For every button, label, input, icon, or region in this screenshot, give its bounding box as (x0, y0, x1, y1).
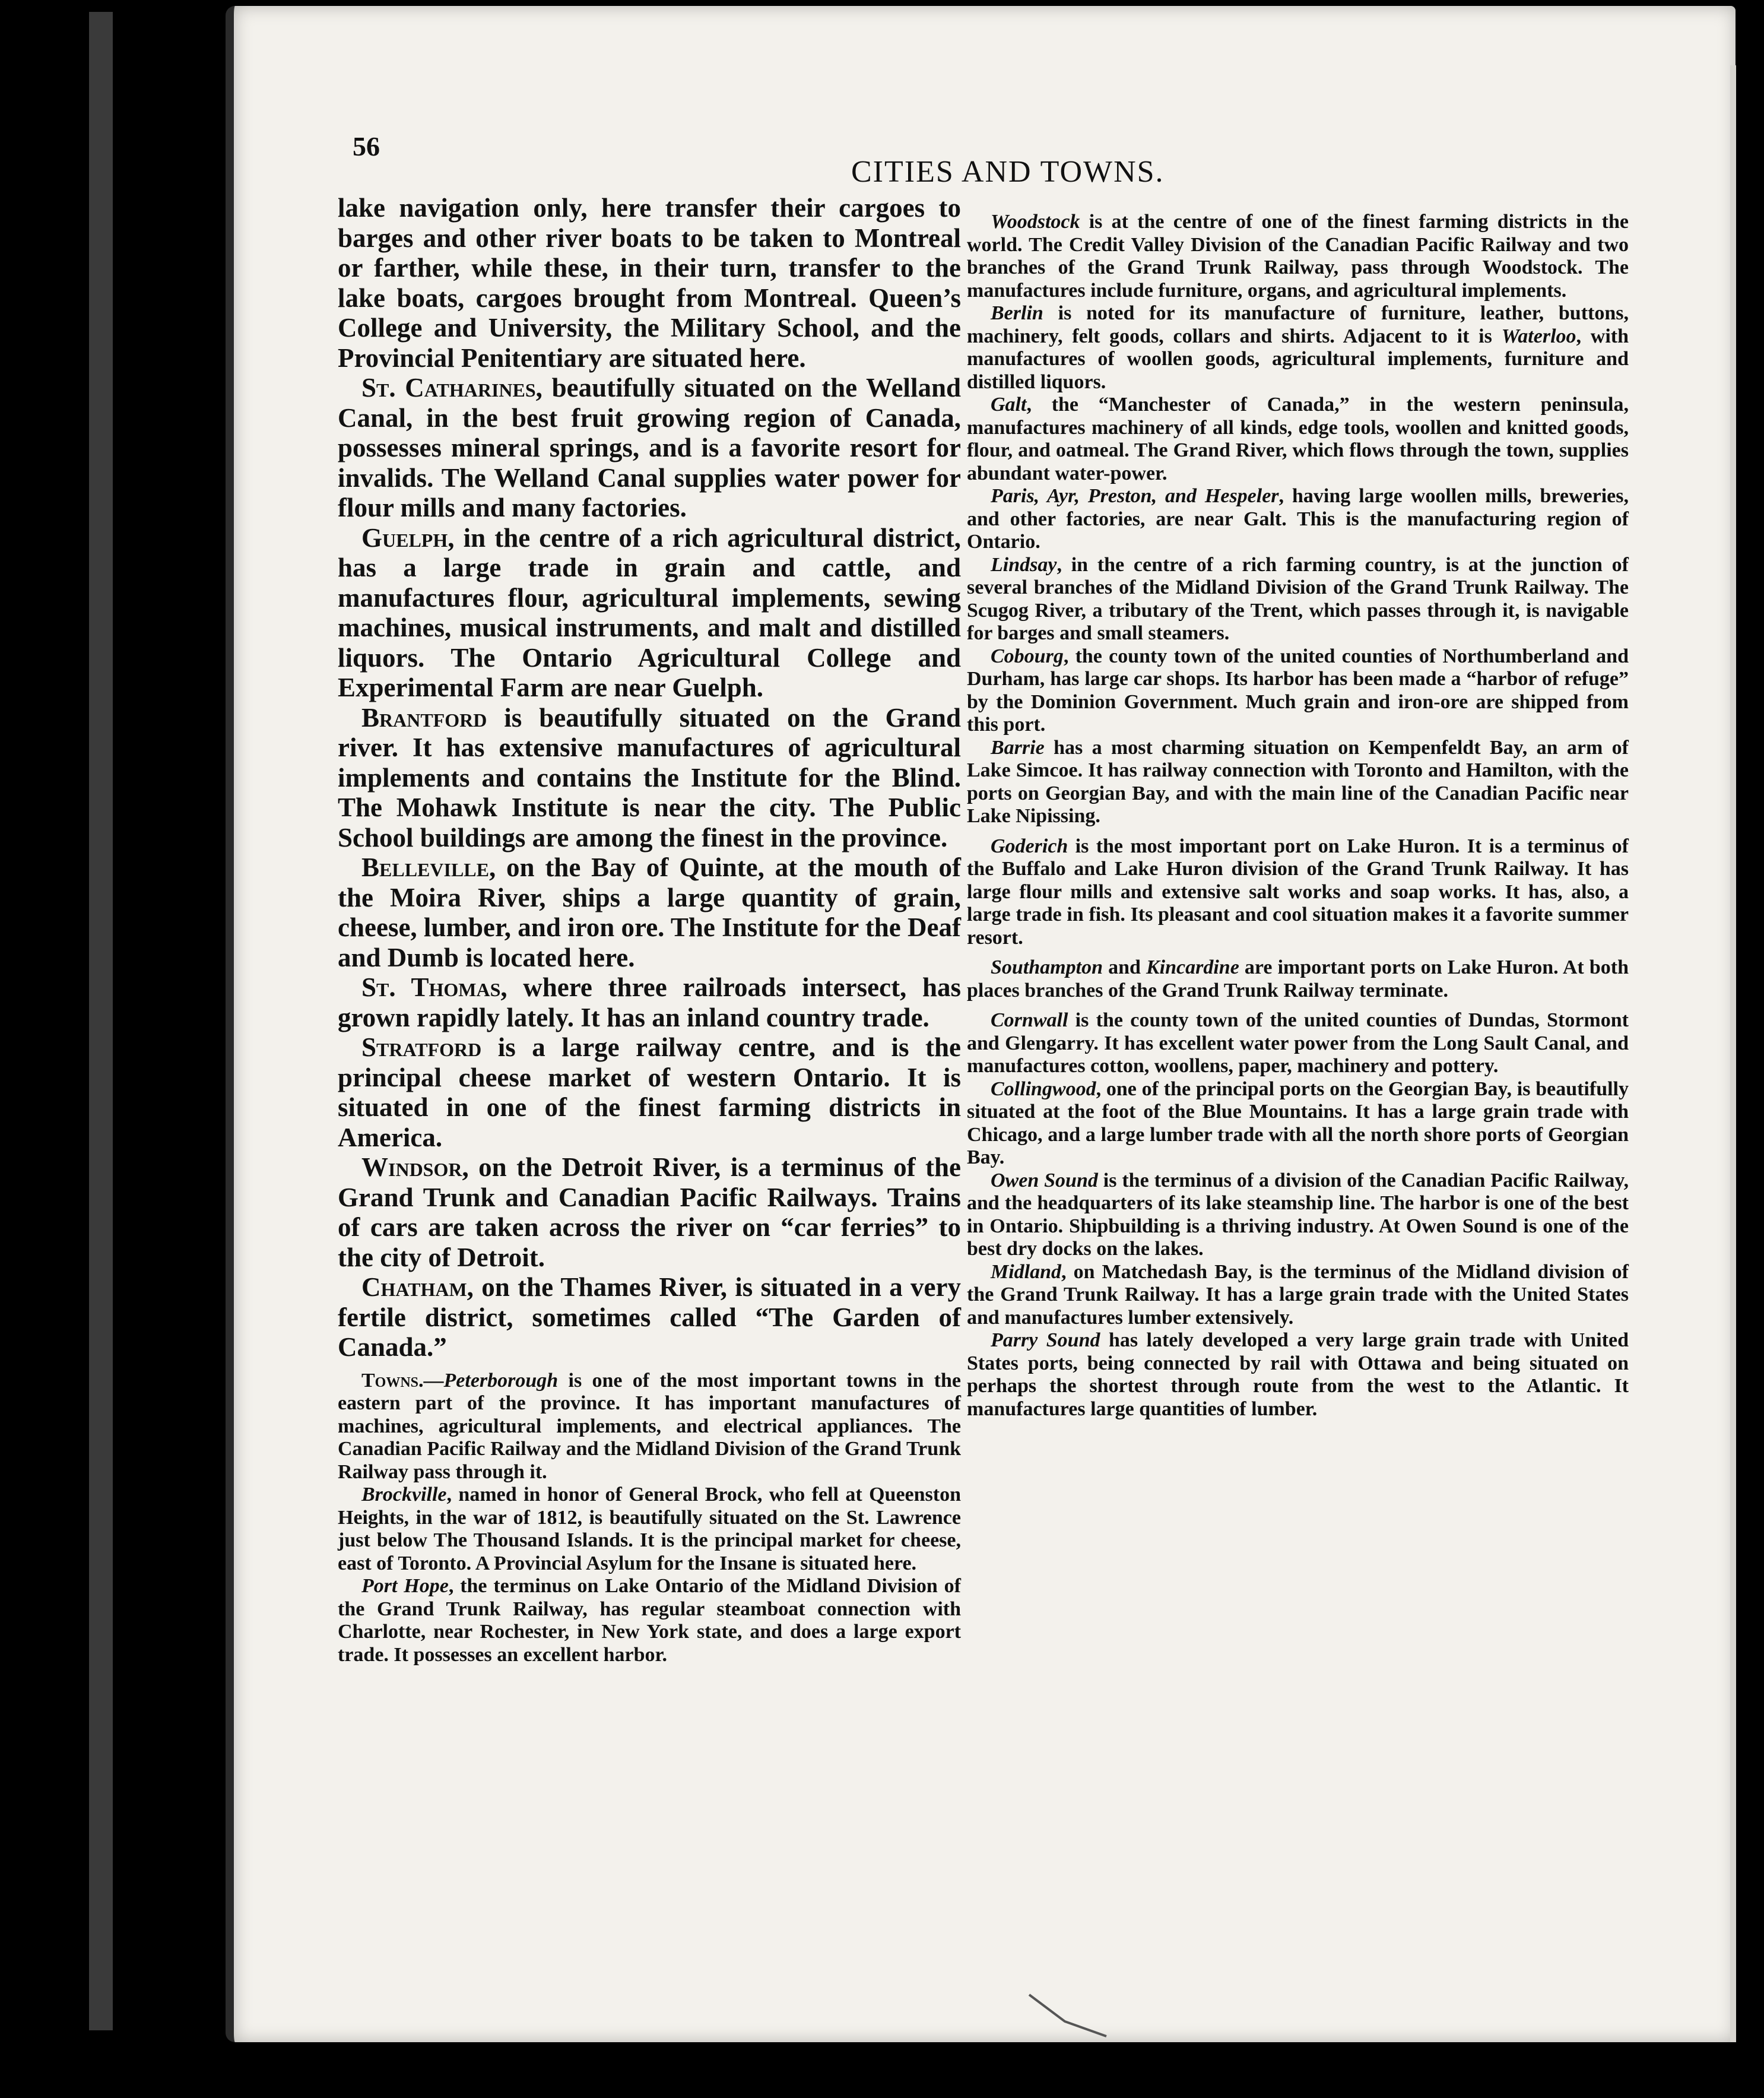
paragraph-stratford: Stratford is a large railway centre, and is the principal cheese market of western Ontario. It is situated in one of the finest farming districts in America. (338, 1032, 961, 1152)
paragraph-cornwall: Cornwall is the county town of the united counties of Dundas, Stormont and Glengarry. It has excellent water power from the Long Sault Canal, and manufactures cotton, woollens, paper, machinery and pottery. (967, 1009, 1629, 1077)
paragraph-southampton: Southampton and Kincardine are important ports on Lake Huron. At both places branches of the Grand Trunk Railway terminate. (967, 956, 1629, 1002)
paragraph-guelph: Guelph, in the centre of a rich agricultural district, has a large trade in grain and cattle, and manufactures flour, agricultural implements, sewing machines, musical instruments, and malt and distilled liquors. The Ontario Agricultural College and Experimental Farm are near Guelph. (338, 522, 961, 702)
running-head: CITIES AND TOWNS. (851, 155, 1165, 189)
paragraph-st-catharines: St. Catharines, beautifully situated on the Welland Canal, in the best fruit growing region of Canada, possesses mineral springs, and is a favorite resort for invalids. The Welland Canal supplies water power for flour mills and many factories. (338, 373, 961, 522)
adjacent-page-edge (1730, 65, 1736, 2042)
paragraph-paris-ayr: Paris, Ayr, Preston, and Hespeler, having large woollen mills, breweries, and other factories, are near Galt. This is the manufacturing region of Ontario. (967, 485, 1629, 553)
paragraph-lindsay: Lindsay, in the centre of a rich farming country, is at the junction of several branches of the Midland Division of the Grand Trunk Railway. The Scugog River, a tributary of the Trent, which passes through it, is navigable for barges and small steamers. (967, 553, 1629, 644)
paragraph-belleville: Belleville, on the Bay of Quinte, at the mouth of the Moira River, ships a large quantity of grain, cheese, lumber, and iron ore. The Institute for the Deaf and Dumb is located here. (338, 852, 961, 972)
paragraph-kingston-cont: lake navigation only, here transfer their cargoes to barges and other river boats to be taken to Montreal or farther, while these, in their turn, transfer to the lake boats, cargoes brought from Montreal. Queen’s College and University, the Military School, and the Provincial Penitentiary are situated here. (338, 193, 961, 373)
paragraph-cobourg: Cobourg, the county town of the united counties of Northumberland and Durham, has large car shops. Its harbor has been made a “harbor of refuge” by the Dominion Government. Much grain and iron-ore are shipped from this port. (967, 645, 1629, 736)
paragraph-parry-sound: Parry Sound has lately developed a very large grain trade with United States ports, being connected by rail with Ottawa and being situated on perhaps the shortest through route from the west to the Atlantic. It manufactures large quantities of lumber. (967, 1329, 1629, 1420)
paragraph-berlin: Berlin is noted for its manufacture of furniture, leather, buttons, machinery, felt goods, collars and shirts. Adjacent to it is Waterloo, with manufactures of woollen goods, agricultural implements, furniture and distilled liquors. (967, 302, 1629, 393)
page-number: 56 (353, 131, 380, 161)
paragraph-brantford: Brantford is beautifully situated on the Grand river. It has extensive manufactures of agricultural implements and contains the Institute for the Blind. The Mohawk Institute is near the city. The Public School buildings are among the finest in the province. (338, 702, 961, 852)
page-crease-mark (1023, 1989, 1112, 2042)
paragraph-barrie: Barrie has a most charming situation on Kempenfeldt Bay, an arm of Lake Simcoe. It has railway connection with Toronto and Hamilton, with the ports on Georgian Bay, and with the main line of the Canadian Pacific near Lake Nipissing. (967, 736, 1629, 827)
right-column (967, 211, 1629, 1421)
paragraph-brockville: Brockville, named in honor of General Brock, who fell at Queenston Heights, in the war of 1812, is beautifully situated on the St. Lawrence just below The Thousand Islands. It is the principal market for cheese, east of Toronto. A Provincial Asylum for the Insane is situated here. (338, 1484, 961, 1574)
page-header (353, 131, 1611, 189)
paragraph-chatham: Chatham, on the Thames River, is situated in a very fertile district, sometimes called “The Garden of Canada.” (338, 1272, 961, 1362)
paragraph-port-hope: Port Hope, the terminus on Lake Ontario of the Midland Division of the Grand Trunk Railway, has regular steamboat connection with Charlotte, near Rochester, in New York state, and does a large export trade. It possesses an excellent harbor. (338, 1575, 961, 1666)
paragraph-windsor: Windsor, on the Detroit River, is a terminus of the Grand Trunk and Canadian Pacific Railways. Trains of cars are taken across the river on “car ferries” to the city of Detroit. (338, 1152, 961, 1272)
paragraph-galt: Galt, the “Manchester of Canada,” in the western peninsula, manufactures machinery of all kinds, edge tools, woollen and knitted goods, flour, and oatmeal. The Grand River, which flows through the town, supplies abundant water-power. (967, 394, 1629, 484)
paragraph-goderich: Goderich is the most important port on Lake Huron. It is a terminus of the Buffalo and Lake Huron division of the Grand Trunk Railway. It has large flour mills and extensive salt works and soap works. It has, also, a large trade in fish. Its pleasant and cool situation makes it a favorite summer resort. (967, 835, 1629, 949)
scan-border (89, 12, 113, 2030)
paragraph-st-thomas: St. Thomas, where three railroads intersect, has grown rapidly lately. It has an inland country trade. (338, 972, 962, 1032)
paragraph-woodstock: Woodstock is at the centre of one of the finest farming districts in the world. The Credit Valley Division of the Canadian Pacific Railway and two branches of the Grand Trunk Railway, pass through Woodstock. The manufactures include furniture, organs, and agricultural implements. (967, 211, 1629, 302)
paragraph-midland: Midland, on Matchedash Bay, is the terminus of the Midland division of the Grand Trunk Railway. It has a large grain trade with the United States and manufactures lumber extensively. (967, 1260, 1629, 1329)
paragraph-owen-sound: Owen Sound is the terminus of a division of the Canadian Pacific Railway, and the headquarters of its lake steamship line. The harbor is one of the best in Ontario. Shipbuilding is a thriving industry. At Owen Sound is one of the best dry docks on the lakes. (967, 1169, 1629, 1260)
paragraph-peterborough: Towns.—Peterborough is one of the most important towns in the eastern part of the province. It has important manufactures of machines, agricultural implements, and electrical appliances. The Canadian Pacific Railway and the Midland Division of the Grand Trunk Railway pass through it. (338, 1369, 961, 1483)
book-page (226, 6, 1736, 2042)
paragraph-collingwood: Collingwood, one of the principal ports on the Georgian Bay, is beautifully situated at the foot of the Blue Mountains. It has a large grain trade with Chicago, and a large lumber trade with all the north shore ports of Georgian Bay. (967, 1077, 1629, 1168)
left-column (338, 193, 961, 1666)
